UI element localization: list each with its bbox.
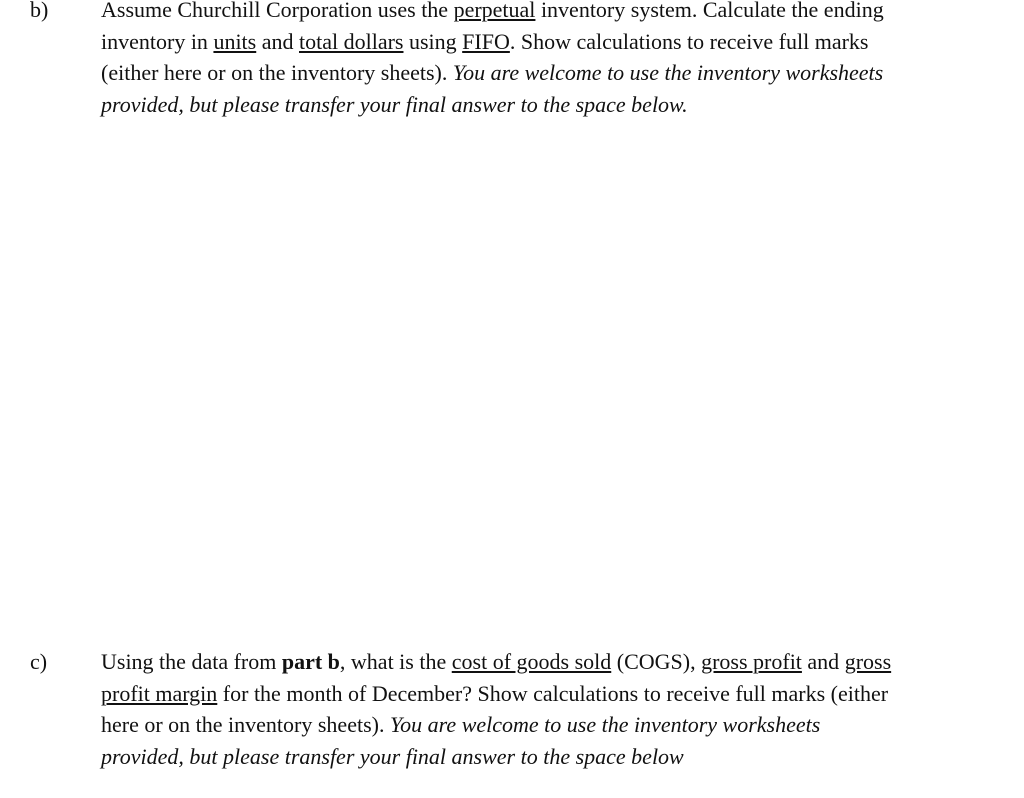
part-b-text-segment: inventory in	[101, 28, 214, 54]
part-c-text-segment: , what is the	[339, 649, 452, 674]
part-b-text-segment: inventory system. Calculate the ending	[535, 0, 884, 22]
underlined-term-fifo: FIFO	[462, 28, 510, 54]
underlined-term-cogs: cost of goods sold	[451, 649, 612, 674]
part-b-text-segment: Assume Churchill Corporation uses the	[101, 0, 454, 22]
part-b-text	[101, 0, 971, 120]
part-b-text-segment: using	[403, 28, 463, 54]
part-c-marker: c)	[30, 649, 48, 674]
part-c-italic-note: You are welcome to use the inventory worksheets	[389, 712, 821, 737]
part-b-italic-note: You are welcome to use the inventory worksheets	[452, 60, 884, 85]
part-b-italic-note: provided, but please transfer your final answer to the space below.	[101, 91, 688, 117]
part-c-italic-note: provided, but please transfer your final answer to the space below	[101, 743, 684, 769]
part-b-text-segment: (either here or on the inventory sheets).	[101, 60, 453, 85]
underlined-term-gross-profit: gross profit	[701, 649, 802, 674]
underlined-term-units: units	[213, 28, 257, 54]
part-b-marker: b)	[30, 0, 49, 22]
part-c-text-segment: (COGS),	[611, 649, 702, 674]
bold-term-part-b: part b	[281, 649, 340, 674]
underlined-term-gross: gross	[844, 649, 892, 674]
part-c-text-segment: for the month of December? Show calculations to receive full marks (either	[217, 680, 889, 706]
part-b-text-segment: . Show calculations to receive full marks	[509, 28, 869, 54]
part-c-text-segment: and	[801, 649, 845, 674]
underlined-term-total-dollars: total dollars	[299, 28, 404, 54]
underlined-term-perpetual: perpetual	[453, 0, 536, 22]
part-b-text-segment: and	[256, 28, 299, 54]
part-c-text	[101, 646, 971, 772]
part-c-text-segment: here or on the inventory sheets).	[101, 712, 390, 737]
underlined-term-profit-margin: profit margin	[101, 680, 218, 706]
part-c-text-segment: Using the data from	[101, 649, 282, 674]
